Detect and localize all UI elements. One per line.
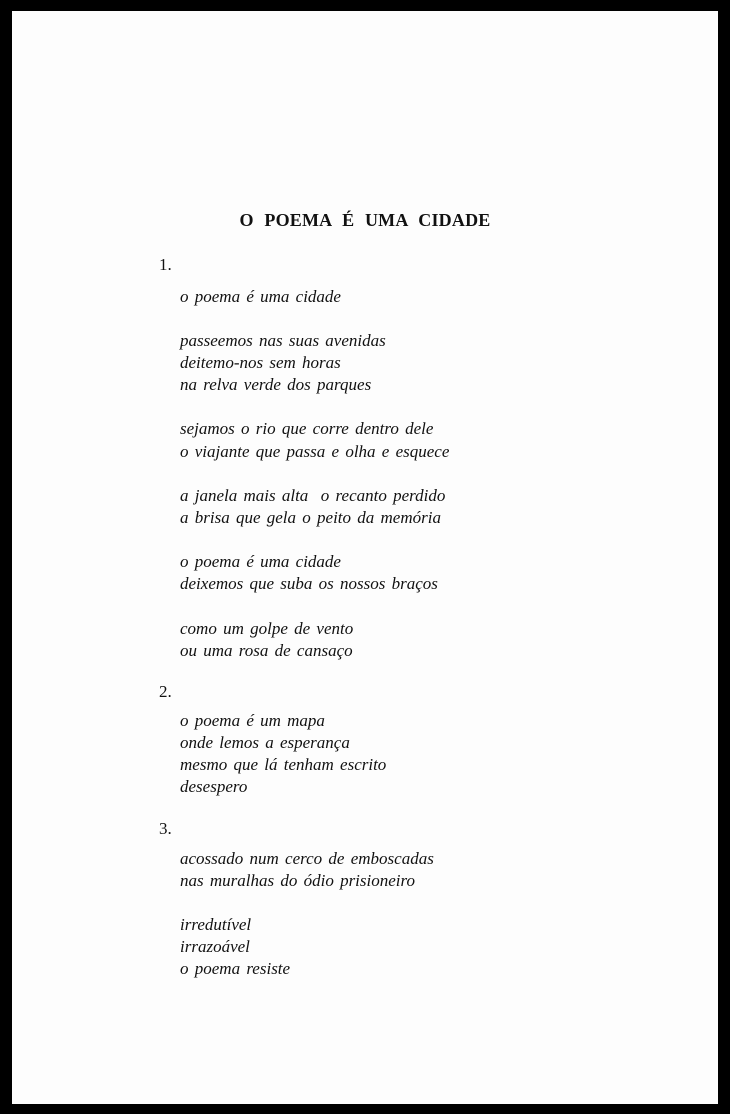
document-page — [12, 11, 718, 1104]
poem-line: o poema é um mapa — [180, 711, 325, 730]
poem-title: O POEMA É UMA CIDADE — [239, 210, 491, 230]
poem-line: ou uma rosa de cansaço — [180, 641, 353, 660]
poem-line: deixemos que suba os nossos braços — [180, 574, 438, 593]
section-number-3: 3. — [159, 819, 172, 838]
poem-line: desespero — [180, 777, 248, 796]
poem-line: irredutível — [180, 915, 252, 934]
poem-line: passeemos nas suas avenidas — [180, 331, 386, 350]
poem-line: irrazoável — [180, 937, 250, 956]
poem-line: o poema resiste — [180, 959, 291, 978]
poem-line: onde lemos a esperança — [180, 733, 350, 752]
poem-line: mesmo que lá tenham escrito — [180, 755, 387, 774]
poem-line: o viajante que passa e olha e esquece — [180, 442, 450, 461]
section-number-2: 2. — [159, 682, 172, 701]
poem-line: a brisa que gela o peito da memória — [180, 508, 441, 527]
section-number-1: 1. — [159, 255, 172, 274]
poem-line: nas muralhas do ódio prisioneiro — [180, 871, 416, 890]
poem-line: como um golpe de vento — [180, 619, 354, 638]
poem-line: acossado num cerco de emboscadas — [180, 849, 434, 868]
poem-line: na relva verde dos parques — [180, 375, 372, 394]
poem-line: sejamos o rio que corre dentro dele — [180, 419, 434, 438]
poem-line: a janela mais alta o recanto perdido — [180, 486, 446, 505]
poem-line: o poema é uma cidade — [180, 287, 341, 306]
poem-line: o poema é uma cidade — [180, 552, 341, 571]
poem-line: deitemo-nos sem horas — [180, 353, 341, 372]
